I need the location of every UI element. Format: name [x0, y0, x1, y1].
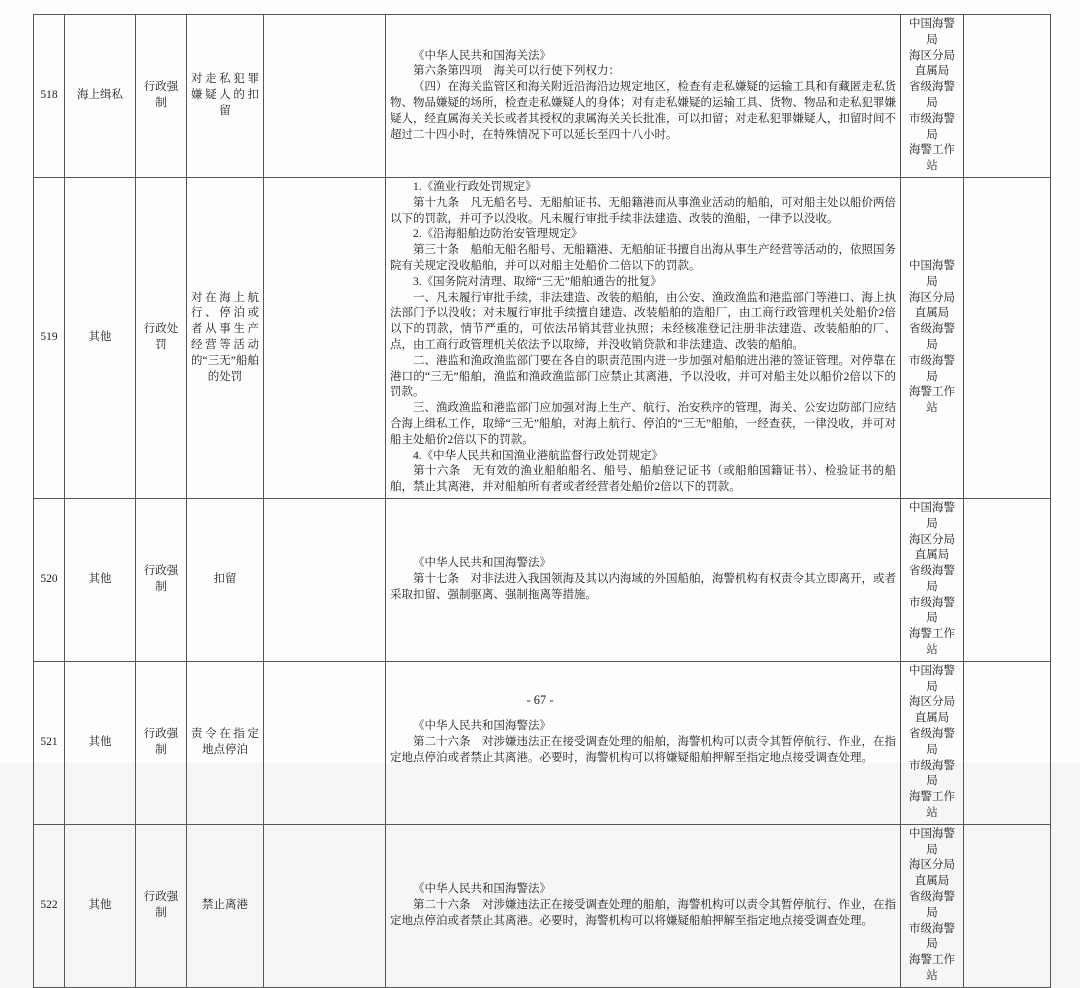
legal-paragraph: 《中华人民共和国海警法》: [413, 720, 551, 733]
agency-line: 海警工作站: [909, 628, 955, 657]
cell-reserved-2: [964, 177, 1051, 498]
cell-item-name: 对走私犯罪嫌疑人的扣留: [187, 15, 264, 178]
cell-reserved-2: [964, 15, 1051, 178]
agency-line: 直属局: [914, 875, 950, 888]
cell-agency: [901, 824, 964, 987]
agency-line: 市级海警局: [909, 922, 955, 951]
cell-item-name: 禁止离港: [187, 824, 264, 987]
legal-paragraph: 第六条第四项 海关可以行使下列权力：: [413, 65, 620, 78]
agency-line: 市级海警局: [909, 596, 955, 625]
legal-paragraph: 3.《国务院对清理、取缔“三无”船舶通告的批复》: [413, 275, 662, 288]
cell-reserved-1: [264, 661, 386, 824]
legal-paragraph: 二、港监和渔政渔监部门要在各自的职责范围内进一步加强对船舶进出港的签证管理。对停靠在港口的“三无”船舶，渔监和渔政渔监部门应禁止其离港，予以没收，并可对船主处以船价2倍以下的罚款。: [390, 354, 896, 399]
cell-item-name: 责令在指定地点停泊: [187, 661, 264, 824]
cell-legal-basis: [386, 177, 901, 498]
agency-line: 海区分局: [909, 291, 955, 304]
cell-category: 其他: [65, 824, 136, 987]
cell-power-type: 行政强制: [136, 498, 187, 661]
agency-line: 海区分局: [909, 533, 955, 546]
legal-paragraph: 《中华人民共和国海警法》: [413, 557, 551, 570]
cell-row-number: 518: [34, 15, 65, 178]
legal-paragraph: 第二十六条 对涉嫌违法正在接受调查处理的船舶，海警机构可以责令其暂停航行、作业，在指定地点停泊或者禁止其离港。必要时，海警机构可以将嫌疑船舶押解至指定地点接受调查处理。: [390, 735, 896, 764]
cell-legal-basis: [386, 824, 901, 987]
legal-paragraph: 2.《沿海船舶边防治安管理规定》: [413, 228, 583, 241]
cell-agency: [901, 661, 964, 824]
cell-power-type: 行政强制: [136, 661, 187, 824]
cell-row-number: 521: [34, 661, 65, 824]
agency-line: 海警工作站: [909, 954, 955, 983]
legal-paragraph: 1.《渔业行政处罚规定》: [413, 180, 537, 193]
agency-line: 市级海警局: [909, 354, 955, 383]
agency-line: 海区分局: [909, 49, 955, 62]
cell-legal-basis: [386, 498, 901, 661]
agency-line: 中国海警局: [909, 18, 955, 46]
agency-line: 省级海警局: [909, 565, 955, 593]
cell-item-name: 扣留: [187, 498, 264, 661]
agency-line: 市级海警局: [909, 759, 955, 788]
agency-line: 直属局: [914, 307, 950, 320]
page-number: - 67 -: [526, 693, 554, 707]
cell-reserved-2: [964, 498, 1051, 661]
cell-reserved-1: [264, 15, 386, 178]
cell-power-type: 行政处罚: [136, 177, 187, 498]
legal-paragraph: 4.《中华人民共和国渔业港航监督行政处罚规定》: [413, 449, 664, 462]
agency-line: 直属局: [914, 712, 950, 725]
agency-line: 中国海警局: [909, 259, 955, 288]
table-row: [34, 661, 1051, 824]
agency-line: 海警工作站: [909, 386, 955, 415]
agency-line: 海警工作站: [909, 144, 955, 173]
legal-paragraph: 第二十六条 对涉嫌违法正在接受调查处理的船舶，海警机构可以责令其暂停航行、作业，在指定地点停泊或者禁止其离港。必要时，海警机构可以将嫌疑船舶押解至指定地点接受调查处理。: [390, 898, 896, 927]
cell-legal-basis: [386, 15, 901, 178]
legal-paragraph: 《中华人民共和国海警法》: [413, 883, 551, 896]
agency-line: 中国海警局: [909, 501, 955, 530]
cell-reserved-2: [964, 824, 1051, 987]
table-row: [34, 15, 1051, 178]
agency-line: 海区分局: [909, 859, 955, 872]
cell-reserved-1: [264, 177, 386, 498]
agency-line: 省级海警局: [909, 891, 955, 919]
agency-line: 直属局: [914, 549, 950, 562]
agency-line: 海区分局: [909, 696, 955, 709]
table-body: [34, 15, 1051, 988]
legal-paragraph: 第十七条 对非法进入我国领海及其以内海域的外国船舶，海警机构有权责令其立即离开，或者采取扣留、强制驱离、强制拖离等措施。: [390, 572, 896, 601]
agency-line: 省级海警局: [909, 323, 955, 351]
cell-reserved-1: [264, 824, 386, 987]
cell-reserved-2: [964, 661, 1051, 824]
table-row: [34, 824, 1051, 987]
cell-agency: [901, 498, 964, 661]
law-enforcement-powers-table: [33, 14, 1051, 988]
agency-line: 中国海警局: [909, 827, 955, 856]
cell-category: 其他: [65, 661, 136, 824]
legal-paragraph: （四）在海关监管区和海关附近沿海沿边规定地区，检查有走私嫌疑的运输工具和有藏匿走私货物、物品嫌疑的场所，检查走私嫌疑人的身体；对有走私嫌疑的运输工具、货物、物品和走私犯罪嫌疑人，经直属海关关长或者其授权的隶属海关关长批准，可以扣留；对走私犯罪嫌疑人，扣留时间不超过二十四小时，在特殊情况下可以延长至四十八小时。: [390, 81, 896, 141]
agency-line: 省级海警局: [909, 728, 955, 756]
cell-row-number: 522: [34, 824, 65, 987]
legal-paragraph: 三、渔政渔监和港监部门应加强对海上生产、航行、治安秩序的管理，海关、公安边防部门应结合海上缉私工作，取缔“三无”船舶，对海上航行、停泊的“三无”船舶，一经查获，一律没收，并可对船主处船价2倍以下的罚款。: [390, 402, 896, 446]
cell-item-name: 对在海上航行、停泊或者从事生产经营等活动的“三无”船舶的处罚: [187, 177, 264, 498]
agency-line: 市级海警局: [909, 112, 955, 141]
legal-paragraph: 第十六条 无有效的渔业船舶船名、船号、船舶登记证书（或船舶国籍证书）、检验证书的船舶，禁止其离港，并对船舶所有者或者经营者处船价2倍以下的罚款。: [390, 465, 896, 494]
cell-power-type: 行政强制: [136, 824, 187, 987]
cell-reserved-1: [264, 498, 386, 661]
legal-paragraph: 第三十条 船舶无船名船号、无船籍港、无船舶证书擅自出海从事生产经营等活动的，依照国务院有关规定没收船舶，并可以对船主处船价二倍以下的罚款。: [390, 244, 896, 272]
agency-line: 省级海警局: [909, 81, 955, 109]
cell-category: 其他: [65, 498, 136, 661]
agency-line: 中国海警局: [909, 664, 955, 693]
cell-agency: [901, 15, 964, 178]
cell-row-number: 520: [34, 498, 65, 661]
table-row: [34, 177, 1051, 498]
cell-power-type: 行政强制: [136, 15, 187, 178]
cell-agency: [901, 177, 964, 498]
cell-category: 海上缉私: [65, 15, 136, 178]
table-row: [34, 498, 1051, 661]
legal-paragraph: 第十九条 凡无船名号、无船舶证书、无船籍港而从事渔业活动的船舶，可对船主处以船价两倍以下的罚款，并可予以没收。凡未履行审批手续非法建造、改装的渔船，一律予以没收。: [390, 196, 896, 225]
cell-category: 其他: [65, 177, 136, 498]
agency-line: 海警工作站: [909, 791, 955, 820]
cell-row-number: 519: [34, 177, 65, 498]
agency-line: 直属局: [914, 65, 950, 78]
legal-paragraph: 一、凡未履行审批手续，非法建造、改装的船舶，由公安、渔政渔监和港监部门等港口、海上执法部门予以没收；对未履行审批手续擅自建造、改装船舶的造船厂，由工商行政管理机关处船价2倍以下的罚款，情节严重的，可依法吊销其营业执照；未经核准登记注册非法建造、改装船舶的厂、点，由工商行政管理机关依法予以取缔，并没收销贷款和非法建造、改装的船舶。: [390, 291, 896, 351]
cell-legal-basis: [386, 661, 901, 824]
legal-paragraph: 《中华人民共和国海关法》: [413, 49, 551, 62]
